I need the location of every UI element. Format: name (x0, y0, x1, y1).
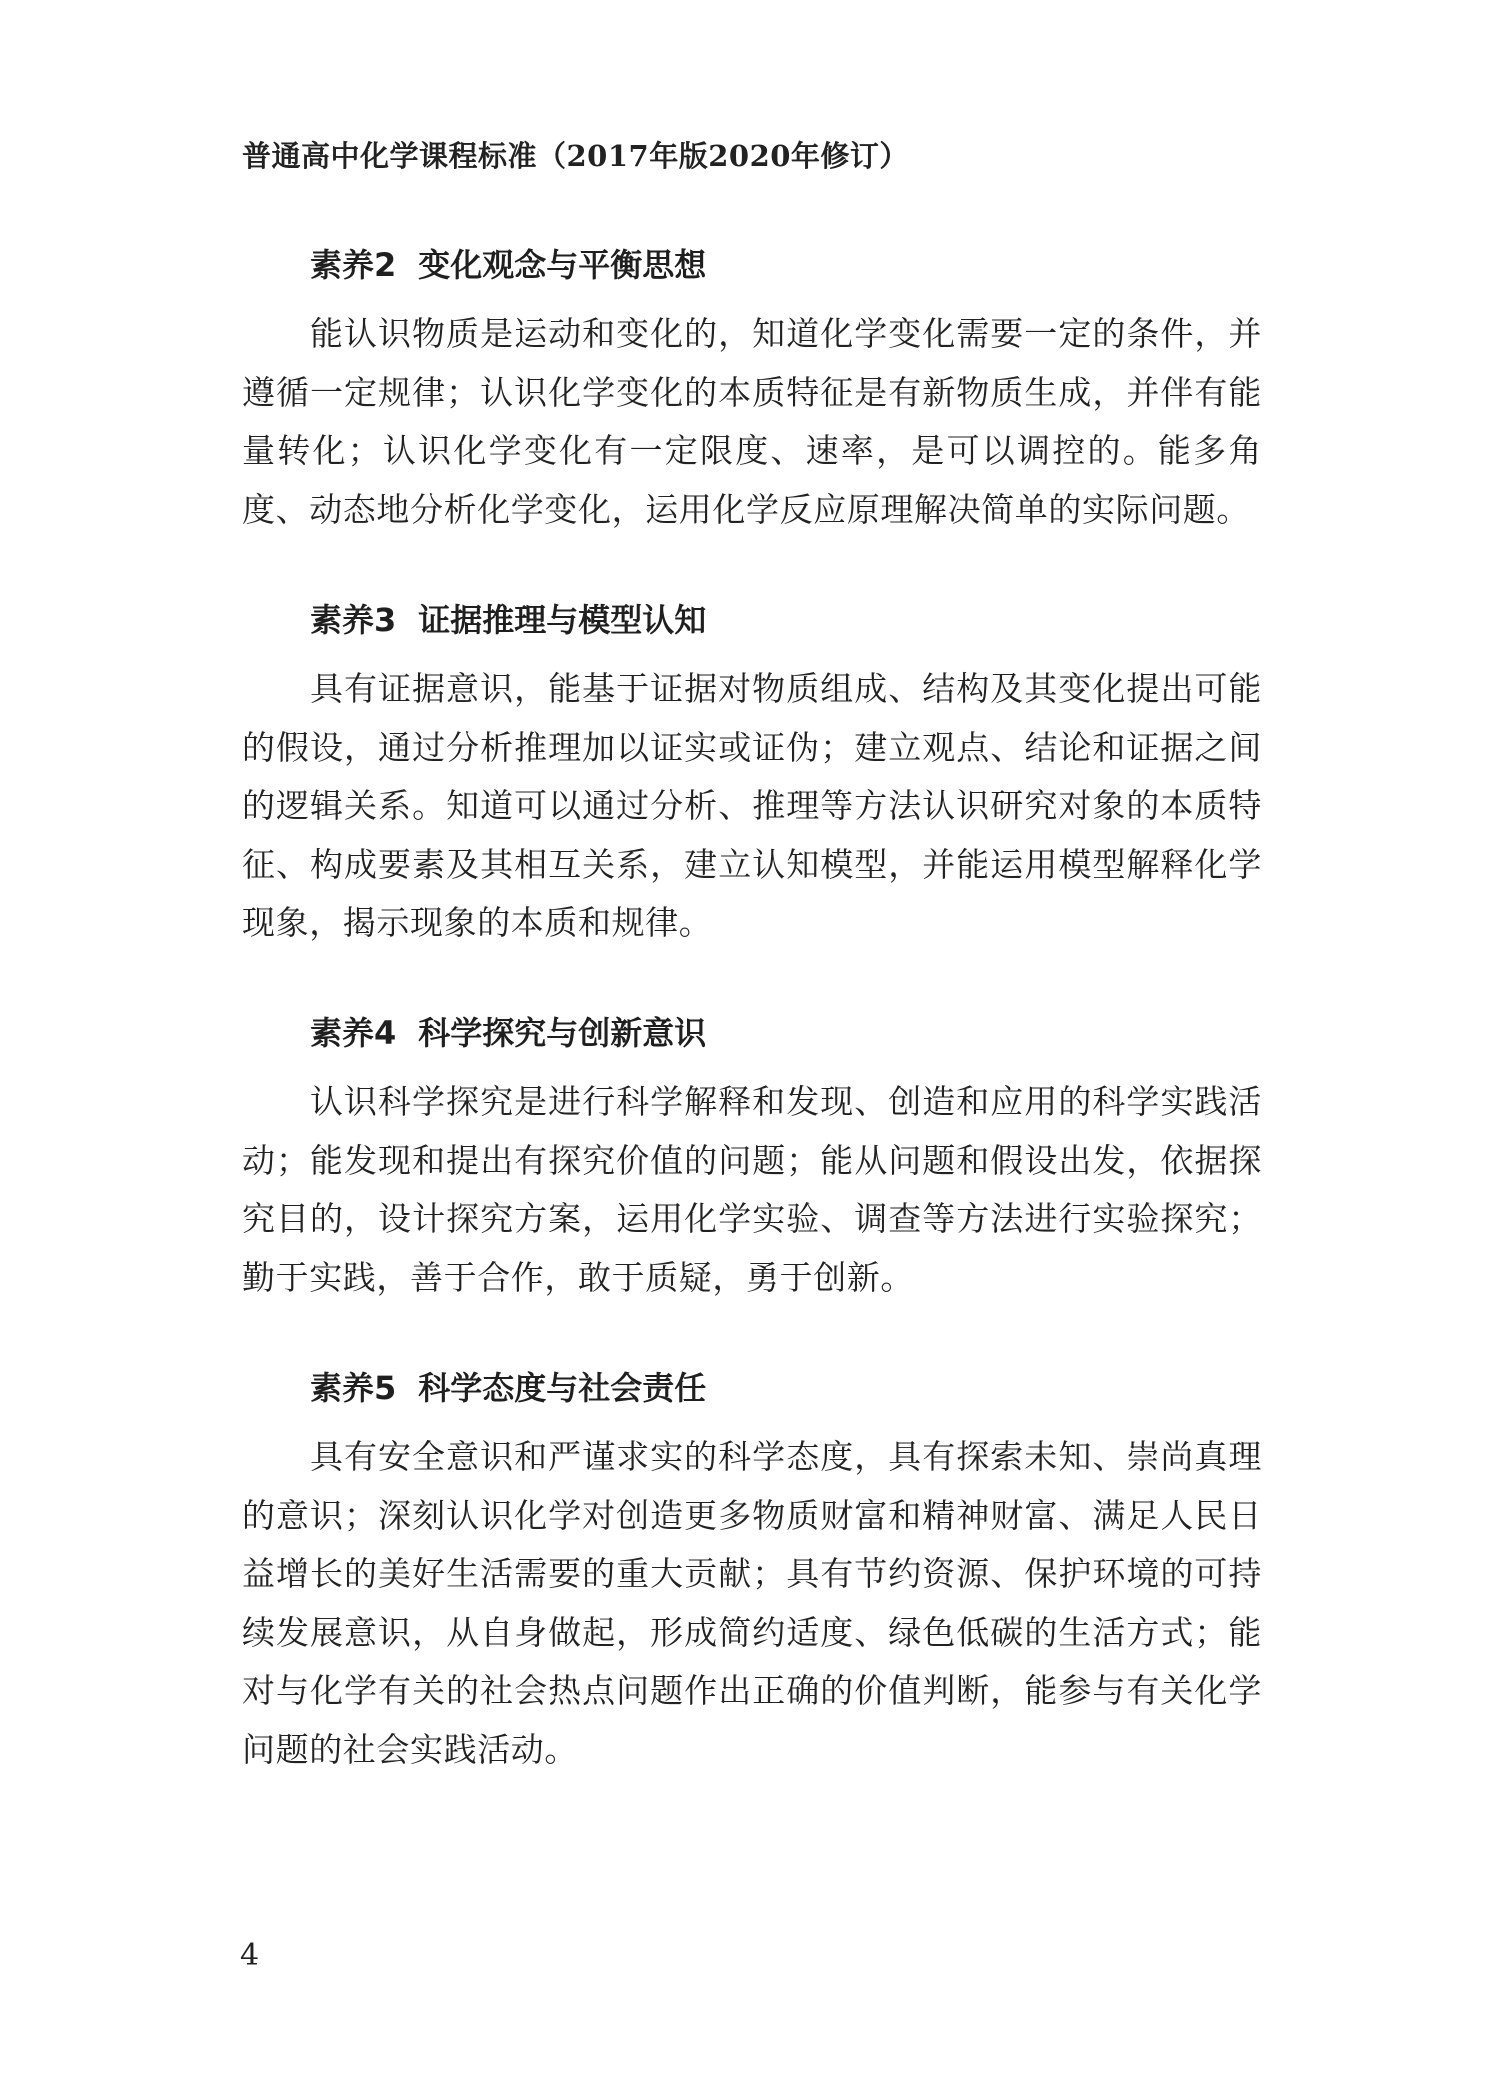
section-paragraph: 具有证据意识，能基于证据对物质组成、结构及其变化提出可能的假设，通过分析推理加以证实或证伪；建立观点、结论和证据之间的逻辑关系。知道可以通过分析、推理等方法认识研究对象的本质特征、构成要素及其相互关系，建立认知模型，并能运用模型解释化学现象，揭示现象的本质和规律。 (242, 669, 1262, 942)
section-literacy-5 (242, 1368, 1262, 1779)
section-heading (242, 245, 1262, 285)
section-paragraph: 认识科学探究是进行科学解释和发现、创造和应用的科学实践活动；能发现和提出有探究价值的问题；能从问题和假设出发，依据探究目的，设计探究方案，运用化学实验、调查等方法进行实验探究；勤于实践，善于合作，敢于质疑，勇于创新。 (242, 1082, 1262, 1297)
section-label: 素养2 (310, 246, 397, 284)
section-heading (242, 1013, 1262, 1053)
section-title: 科学态度与社会责任 (418, 1369, 707, 1407)
section-title: 变化观念与平衡思想 (418, 246, 707, 284)
section-literacy-4 (242, 1013, 1262, 1307)
section-paragraph: 能认识物质是运动和变化的，知道化学变化需要一定的条件，并遵循一定规律；认识化学变化的本质特征是有新物质生成，并伴有能量转化；认识化学变化有一定限度、速率，是可以调控的。能多角度、动态地分析化学变化，运用化学反应原理解决简单的实际问题。 (242, 314, 1262, 529)
section-heading (242, 1368, 1262, 1408)
running-header: 普通高中化学课程标准（2017年版2020年修订） (242, 139, 909, 173)
section-literacy-2 (242, 245, 1262, 539)
section-paragraph: 具有安全意识和严谨求实的科学态度，具有探索未知、崇尚真理的意识；深刻认识化学对创造更多物质财富和精神财富、满足人民日益增长的美好生活需要的重大贡献；具有节约资源、保护环境的可持续发展意识，从自身做起，形成简约适度、绿色低碳的生活方式；能对与化学有关的社会热点问题作出正确的价值判断，能参与有关化学问题的社会实践活动。 (242, 1437, 1262, 1769)
section-literacy-3 (242, 600, 1262, 953)
section-heading (242, 600, 1262, 640)
section-label: 素养5 (310, 1369, 397, 1407)
page-number: 4 (240, 1938, 260, 1973)
section-label: 素养4 (310, 1014, 397, 1052)
section-title: 科学探究与创新意识 (418, 1014, 707, 1052)
section-title: 证据推理与模型认知 (418, 601, 707, 639)
section-label: 素养3 (310, 601, 397, 639)
